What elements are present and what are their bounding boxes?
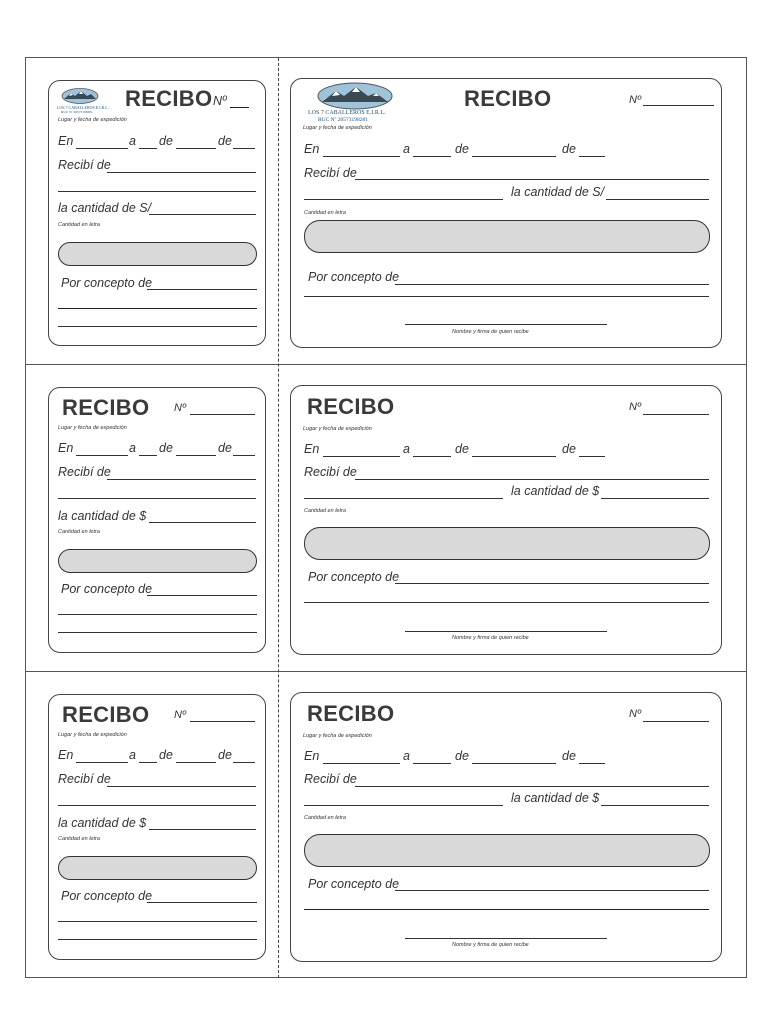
signature-label: Nombre y firma de quien recibe [452, 635, 529, 641]
year-field[interactable] [233, 762, 255, 763]
place-field[interactable] [323, 456, 400, 457]
amount-in-words-field[interactable] [58, 242, 257, 266]
receipt-title: RECIBO [125, 86, 213, 111]
de-label: de [562, 442, 576, 456]
number-field[interactable] [643, 414, 709, 415]
amount-in-words-field[interactable] [304, 220, 710, 253]
recibi-field-line2[interactable] [58, 805, 256, 806]
en-label: En [58, 441, 74, 455]
recibi-field-line2[interactable] [304, 805, 503, 806]
place-field[interactable] [76, 148, 128, 149]
recibi-field-line2[interactable] [58, 191, 256, 192]
place-date-label: Lugar y fecha de expedición [303, 426, 372, 432]
cantidad-field[interactable] [606, 199, 709, 200]
concepto-label: Por concepto de [61, 582, 153, 596]
cantidad-field[interactable] [149, 829, 256, 830]
recibi-label: Recibí de [58, 465, 111, 479]
a-label: a [403, 142, 410, 156]
logo-company-text: LOS 7 CABALLEROS E.I.R.L. [57, 105, 109, 110]
number-label: Nº [629, 401, 641, 413]
concepto-field-line2[interactable] [304, 909, 709, 910]
day-field[interactable] [413, 763, 451, 764]
recibi-field[interactable] [355, 479, 709, 480]
signature-line[interactable] [405, 938, 607, 939]
recibi-field[interactable] [107, 172, 256, 173]
de-label: de [159, 748, 173, 762]
month-field[interactable] [472, 763, 556, 764]
concepto-field-line2[interactable] [304, 296, 709, 297]
de-label: de [218, 441, 232, 455]
de-label: de [455, 442, 469, 456]
day-field[interactable] [413, 456, 451, 457]
place-field[interactable] [76, 762, 128, 763]
recibi-field-line2[interactable] [58, 498, 256, 499]
concepto-field-line2[interactable] [58, 614, 257, 615]
month-field[interactable] [472, 456, 556, 457]
receipt-title: RECIBO [307, 394, 395, 419]
place-date-label: Lugar y fecha de expedición [58, 732, 127, 738]
place-date-label: Lugar y fecha de expedición [58, 425, 127, 431]
number-field[interactable] [643, 721, 709, 722]
a-label: a [403, 442, 410, 456]
recibi-label: Recibí de [58, 772, 111, 786]
cantidad-field[interactable] [601, 805, 709, 806]
cantidad-letra-label: Cantidad en letra [58, 836, 100, 842]
month-field[interactable] [176, 762, 216, 763]
receipt-title: RECIBO [307, 701, 395, 726]
signature-label: Nombre y firma de quien recibe [452, 942, 529, 948]
receipt-title: RECIBO [62, 702, 150, 727]
concepto-field[interactable] [395, 583, 709, 584]
receipt-main-1 [290, 78, 722, 348]
signature-label: Nombre y firma de quien recibe [452, 329, 529, 335]
a-label: a [129, 748, 136, 762]
a-label: a [129, 134, 136, 148]
month-field[interactable] [176, 455, 216, 456]
concepto-field[interactable] [395, 890, 709, 891]
recibi-field[interactable] [107, 786, 256, 787]
concepto-label: Por concepto de [308, 270, 400, 284]
de-label: de [455, 749, 469, 763]
amount-in-words-field[interactable] [304, 527, 710, 560]
de-label: de [159, 441, 173, 455]
day-field[interactable] [139, 455, 157, 456]
receipt-stub-2 [48, 387, 266, 653]
cantidad-label: la cantidad de $ [511, 791, 600, 805]
year-field[interactable] [579, 763, 605, 764]
number-field[interactable] [643, 105, 714, 106]
concepto-label: Por concepto de [308, 570, 400, 584]
logo-ruc-text: RUC Nº 20573198281 [318, 117, 368, 123]
concepto-field-line3[interactable] [58, 939, 257, 940]
number-label: Nº [629, 94, 641, 106]
receipt-title: RECIBO [464, 86, 552, 111]
receipt-main-2 [290, 385, 722, 655]
receipt-title: RECIBO [62, 395, 150, 420]
number-field[interactable] [190, 414, 255, 415]
de-label: de [218, 134, 232, 148]
logo-ruc-text: RUC Nº 20573198281 [61, 110, 93, 114]
concepto-field-line3[interactable] [58, 632, 257, 633]
year-field[interactable] [579, 456, 605, 457]
place-field[interactable] [323, 763, 400, 764]
day-field[interactable] [413, 156, 451, 157]
row-divider-2 [25, 671, 747, 672]
signature-line[interactable] [405, 631, 607, 632]
logo-mountains-icon [61, 88, 99, 104]
year-field[interactable] [233, 455, 255, 456]
concepto-field[interactable] [147, 289, 257, 290]
concepto-field[interactable] [395, 284, 709, 285]
amount-in-words-field[interactable] [58, 549, 257, 573]
a-label: a [403, 749, 410, 763]
cantidad-label: la cantidad de $ [58, 509, 147, 523]
concepto-label: Por concepto de [61, 276, 153, 290]
cantidad-label: la cantidad de $ [511, 484, 600, 498]
month-field[interactable] [472, 156, 556, 157]
en-label: En [304, 142, 320, 156]
place-date-label: Lugar y fecha de expedición [303, 733, 372, 739]
de-label: de [159, 134, 173, 148]
concepto-label: Por concepto de [308, 877, 400, 891]
cantidad-letra-label: Cantidad en letra [58, 529, 100, 535]
day-field[interactable] [139, 148, 157, 149]
amount-in-words-field[interactable] [304, 834, 710, 867]
row-divider-1 [25, 364, 747, 365]
year-field[interactable] [233, 148, 255, 149]
recibi-field-line2[interactable] [304, 199, 503, 200]
concepto-field-line2[interactable] [58, 921, 257, 922]
cantidad-field[interactable] [149, 522, 256, 523]
cantidad-label: la cantidad de S/ [511, 185, 605, 199]
day-field[interactable] [139, 762, 157, 763]
receipt-stub-1 [48, 80, 266, 346]
number-label: Nº [629, 708, 641, 720]
logo-company-text: LOS 7 CABALLEROS E.I.R.L. [308, 110, 386, 116]
en-label: En [304, 442, 320, 456]
concepto-field[interactable] [147, 902, 257, 903]
place-field[interactable] [323, 156, 400, 157]
concepto-label: Por concepto de [61, 889, 153, 903]
signature-line[interactable] [405, 324, 607, 325]
en-label: En [58, 134, 74, 148]
place-field[interactable] [76, 455, 128, 456]
en-label: En [304, 749, 320, 763]
number-label: Nº [213, 94, 227, 108]
recibi-field[interactable] [355, 179, 709, 180]
month-field[interactable] [176, 148, 216, 149]
cantidad-letra-label: Cantidad en letra [58, 222, 100, 228]
recibi-label: Recibí de [304, 772, 357, 786]
cut-line [278, 58, 279, 978]
a-label: a [129, 441, 136, 455]
year-field[interactable] [579, 156, 605, 157]
en-label: En [58, 748, 74, 762]
cantidad-letra-label: Cantidad en letra [304, 815, 346, 821]
cantidad-field[interactable] [601, 498, 709, 499]
cantidad-label: la cantidad de S/ [58, 201, 152, 215]
number-label: Nº [174, 709, 186, 721]
amount-in-words-field[interactable] [58, 856, 257, 880]
number-field[interactable] [190, 721, 255, 722]
logo-mountains-icon [316, 82, 394, 110]
de-label: de [562, 142, 576, 156]
recibi-label: Recibí de [58, 158, 111, 172]
recibi-field[interactable] [355, 786, 709, 787]
place-date-label: Lugar y fecha de expedición [58, 117, 127, 123]
cantidad-field[interactable] [149, 214, 256, 215]
number-label: Nº [174, 402, 186, 414]
receipt-stub-3 [48, 694, 266, 960]
de-label: de [562, 749, 576, 763]
receipt-main-3 [290, 692, 722, 962]
cantidad-letra-label: Cantidad en letra [304, 210, 346, 216]
concepto-field-line2[interactable] [58, 308, 257, 309]
concepto-field[interactable] [147, 595, 257, 596]
place-date-label: Lugar y fecha de expedición [303, 125, 372, 131]
recibi-label: Recibí de [304, 166, 357, 180]
number-field[interactable] [230, 107, 249, 108]
concepto-field-line3[interactable] [58, 326, 257, 327]
de-label: de [218, 748, 232, 762]
recibi-label: Recibí de [304, 465, 357, 479]
cantidad-label: la cantidad de $ [58, 816, 147, 830]
de-label: de [455, 142, 469, 156]
concepto-field-line2[interactable] [304, 602, 709, 603]
recibi-field-line2[interactable] [304, 498, 503, 499]
cantidad-letra-label: Cantidad en letra [304, 508, 346, 514]
recibi-field[interactable] [107, 479, 256, 480]
